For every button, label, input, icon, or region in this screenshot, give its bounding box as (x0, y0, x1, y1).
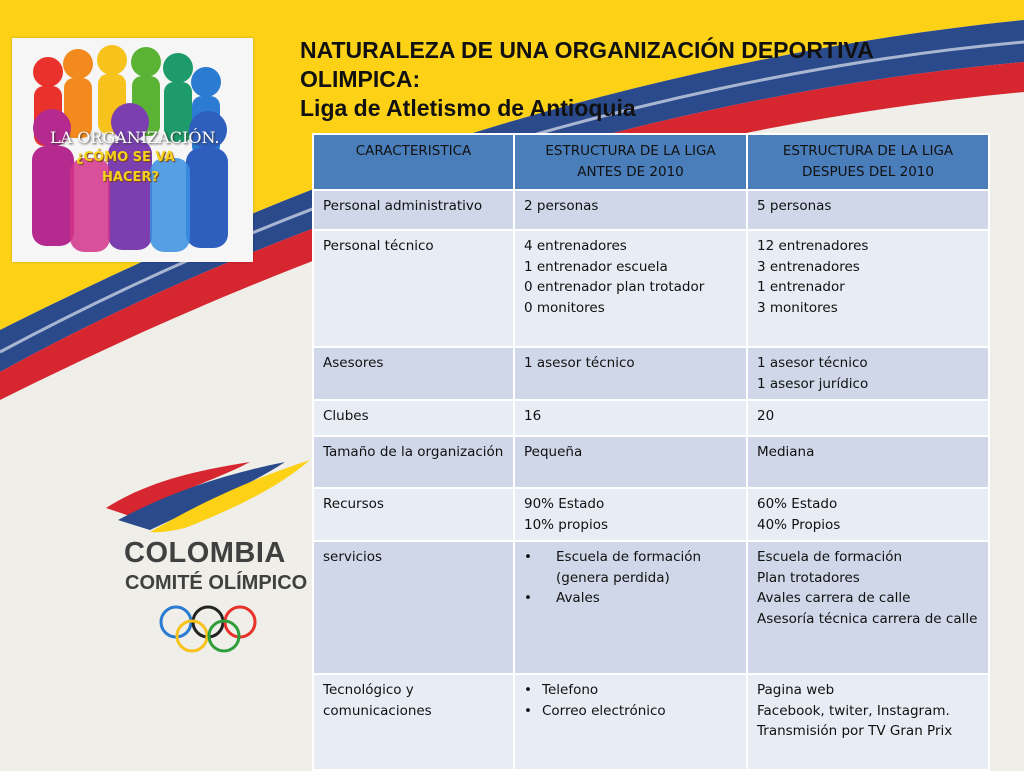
bullet-item: • Escuela de formación (genera perdida) (524, 547, 737, 588)
cell-line: Mediana (757, 444, 815, 460)
cell-line: 1 entrenador escuela (524, 258, 668, 275)
table-row (313, 230, 989, 347)
cell-line: Pagina web (757, 682, 835, 698)
cell-before (514, 674, 747, 770)
title-line-3: Liga de Atletismo de Antioquia (300, 95, 636, 121)
cell-feature: Clubes (313, 400, 514, 436)
cell-feature: Tecnológico y comunicaciones (313, 674, 514, 770)
cell-line: 10% propios (524, 516, 608, 533)
cell-line: 2 personas (524, 198, 599, 214)
header-despues-2010: ESTRUCTURA DE LA LIGA DESPUES DEL 2010 (747, 134, 989, 190)
cell-line: Pequeña (524, 444, 583, 460)
cell-line: Plan trotadores (757, 569, 860, 586)
cell-line: 1 asesor técnico (524, 355, 635, 371)
cell-before (514, 347, 747, 400)
cell-before (514, 436, 747, 488)
cell-line: 12 entrenadores (757, 238, 869, 254)
table-row (313, 400, 989, 436)
cell-line: 1 entrenador (757, 279, 845, 295)
cell-after (747, 230, 989, 347)
image-text-line-2: ¿CÓMO SE VA (76, 150, 175, 165)
cell-after (747, 436, 989, 488)
header-antes-2010: ESTRUCTURA DE LA LIGA ANTES DE 2010 (514, 134, 747, 190)
cell-before (514, 230, 747, 347)
table-row (313, 190, 989, 230)
bullet-item: • Avales (524, 588, 737, 609)
table-row (313, 488, 989, 541)
cell-after (747, 674, 989, 770)
logo-subtitle: COMITÉ OLÍMPICO (125, 572, 308, 594)
bullet-list (524, 547, 737, 609)
cell-feature: Asesores (313, 347, 514, 400)
table-row (313, 347, 989, 400)
title-line-1: NATURALEZA DE UNA ORGANIZACIÓN DEPORTIVA (300, 37, 874, 63)
cell-line: 4 entrenadores (524, 238, 627, 254)
cell-line: 1 asesor jurídico (757, 375, 869, 392)
cell-line: 3 entrenadores (757, 258, 860, 275)
cell-feature: Personal técnico (313, 230, 514, 347)
cell-line: Escuela de formación (757, 549, 903, 565)
title-line-2: OLIMPICA: (300, 66, 421, 92)
bullet-list (524, 680, 737, 721)
table-row (313, 541, 989, 674)
cell-before (514, 190, 747, 230)
cell-line: 60% Estado (757, 496, 838, 512)
cell-line: 20 (757, 408, 775, 424)
olympic-rings (161, 607, 255, 651)
header-caracteristica: CARACTERISTICA (313, 134, 514, 190)
cell-line: Asesoría técnica carrera de calle (757, 610, 978, 627)
cell-line: 3 monitores (757, 299, 838, 316)
table-header-row (313, 134, 989, 190)
cell-feature: Personal administrativo (313, 190, 514, 230)
cell-before (514, 541, 747, 674)
cell-line: 1 asesor técnico (757, 355, 868, 371)
image-text-line-3: HACER? (102, 170, 159, 185)
cell-line: Transmisión por TV Gran Prix (757, 723, 953, 739)
logo-name: COLOMBIA (124, 537, 286, 569)
cell-line: 90% Estado (524, 496, 605, 512)
cell-line: 0 entrenador plan trotador (524, 279, 705, 295)
image-text-line-1: LA ORGANIZACIÓN. (50, 128, 220, 147)
cell-after (747, 541, 989, 674)
cell-after (747, 190, 989, 230)
cell-line: 0 monitores (524, 299, 605, 316)
bullet-item: • Telefono (524, 680, 737, 701)
cell-after (747, 400, 989, 436)
cell-after (747, 347, 989, 400)
cell-line: Avales carrera de calle (757, 590, 911, 606)
cell-feature: Recursos (313, 488, 514, 541)
cell-feature: Tamaño de la organización (313, 436, 514, 488)
comparison-table (312, 133, 990, 771)
cell-after (747, 488, 989, 541)
cell-before (514, 488, 747, 541)
cell-line: Facebook, twiter, Instagram. (757, 702, 950, 719)
table-row (313, 436, 989, 488)
cell-line: 5 personas (757, 198, 832, 214)
bullet-item: • Correo electrónico (524, 701, 737, 722)
table-row (313, 674, 989, 770)
cell-line: 16 (524, 408, 542, 424)
cell-line: 40% Propios (757, 516, 841, 533)
cell-before (514, 400, 747, 436)
cell-feature: servicios (313, 541, 514, 674)
